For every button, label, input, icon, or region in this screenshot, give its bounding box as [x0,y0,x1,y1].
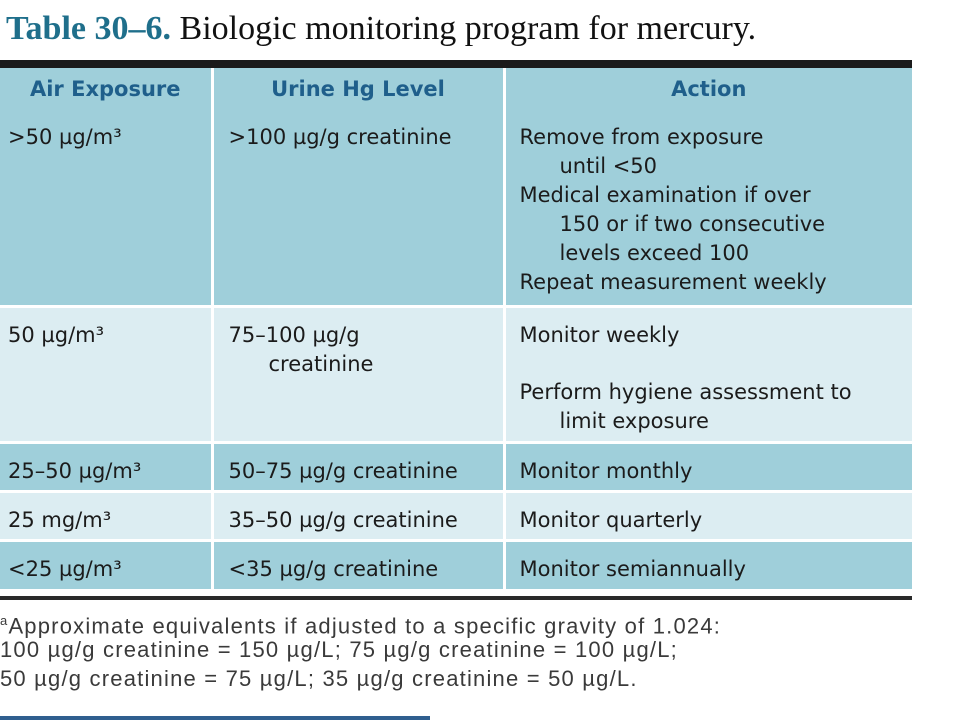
top-rule [0,60,912,68]
table-row [0,540,912,589]
cell-action [504,442,912,491]
cell-urine-hg-level [212,491,504,540]
table-row [0,491,912,540]
urine-hg-value: 50–75 µg/g creatinine [228,458,458,483]
footnote-marker: a [0,613,9,628]
air-exposure-value: <25 µg/m³ [8,556,122,581]
cell-air-exposure [0,540,212,589]
action-line: 150 or if two consecutive [559,212,826,236]
table-body [0,110,912,589]
header-action: Action [504,68,912,110]
cell-action [504,110,912,306]
table-row [0,110,912,306]
footnote-line: 50 µg/g creatinine = 75 µg/L; 35 µg/g creatinine = 50 µg/L. [0,666,638,691]
footnote-text: Approximate equivalents if adjusted to a specific gravity of 1.024: [8,613,722,639]
cell-action [504,491,912,540]
table-row [0,306,912,442]
urine-hg-value: >100 µg/g creatinine [228,125,452,149]
cell-urine-hg-level [212,306,504,442]
action-line: Perform hygiene assessment to [519,379,852,404]
air-exposure-value: >50 µg/m³ [8,125,122,149]
air-exposure-value: 50 µg/m³ [8,322,105,347]
footnote-line [0,606,940,639]
action-line: levels exceed 100 [559,241,750,265]
action-line: Monitor monthly [519,458,693,483]
bottom-edge-decoration [0,716,430,720]
header-urine-hg-level: Urine Hg Level [212,68,504,110]
action-line: Repeat measurement weekly [519,270,827,294]
action-line: Monitor quarterly [519,507,703,532]
air-exposure-value: 25 mg/m³ [8,507,112,532]
table-title [6,6,956,52]
table-number: Table 30–6. [6,10,172,47]
cell-air-exposure [0,442,212,491]
bottom-rule [0,596,912,600]
action-line: until <50 [559,154,658,178]
cell-urine-hg-level [212,442,504,491]
cell-urine-hg-level [212,540,504,589]
action-line: Remove from exposure [519,125,764,149]
action-line: limit exposure [559,408,709,433]
urine-hg-value: <35 µg/g creatinine [228,556,439,581]
urine-hg-value: 75–100 µg/g [228,322,360,347]
air-exposure-value: 25–50 µg/m³ [8,458,142,483]
cell-air-exposure [0,491,212,540]
table-row [0,442,912,491]
action-line: Medical examination if over [519,183,811,207]
cell-air-exposure [0,306,212,442]
footnote [0,606,940,693]
cell-action [504,540,912,589]
footnote-line: 100 µg/g creatinine = 150 µg/L; 75 µg/g creatinine = 100 µg/L; [0,637,678,662]
cell-action [504,306,912,442]
action-spacer [520,350,913,378]
urine-hg-value: 35–50 µg/g creatinine [228,507,458,532]
urine-hg-value: creatinine [268,351,374,376]
header-air-exposure: Air Exposure [0,68,212,110]
action-line: Monitor semiannually [519,556,746,581]
monitoring-table [0,68,912,589]
action-line: Monitor weekly [519,322,680,347]
header-row [0,68,912,110]
table-caption: Biologic monitoring program for mercury. [179,10,757,47]
cell-urine-hg-level [212,110,504,306]
cell-air-exposure [0,110,212,306]
